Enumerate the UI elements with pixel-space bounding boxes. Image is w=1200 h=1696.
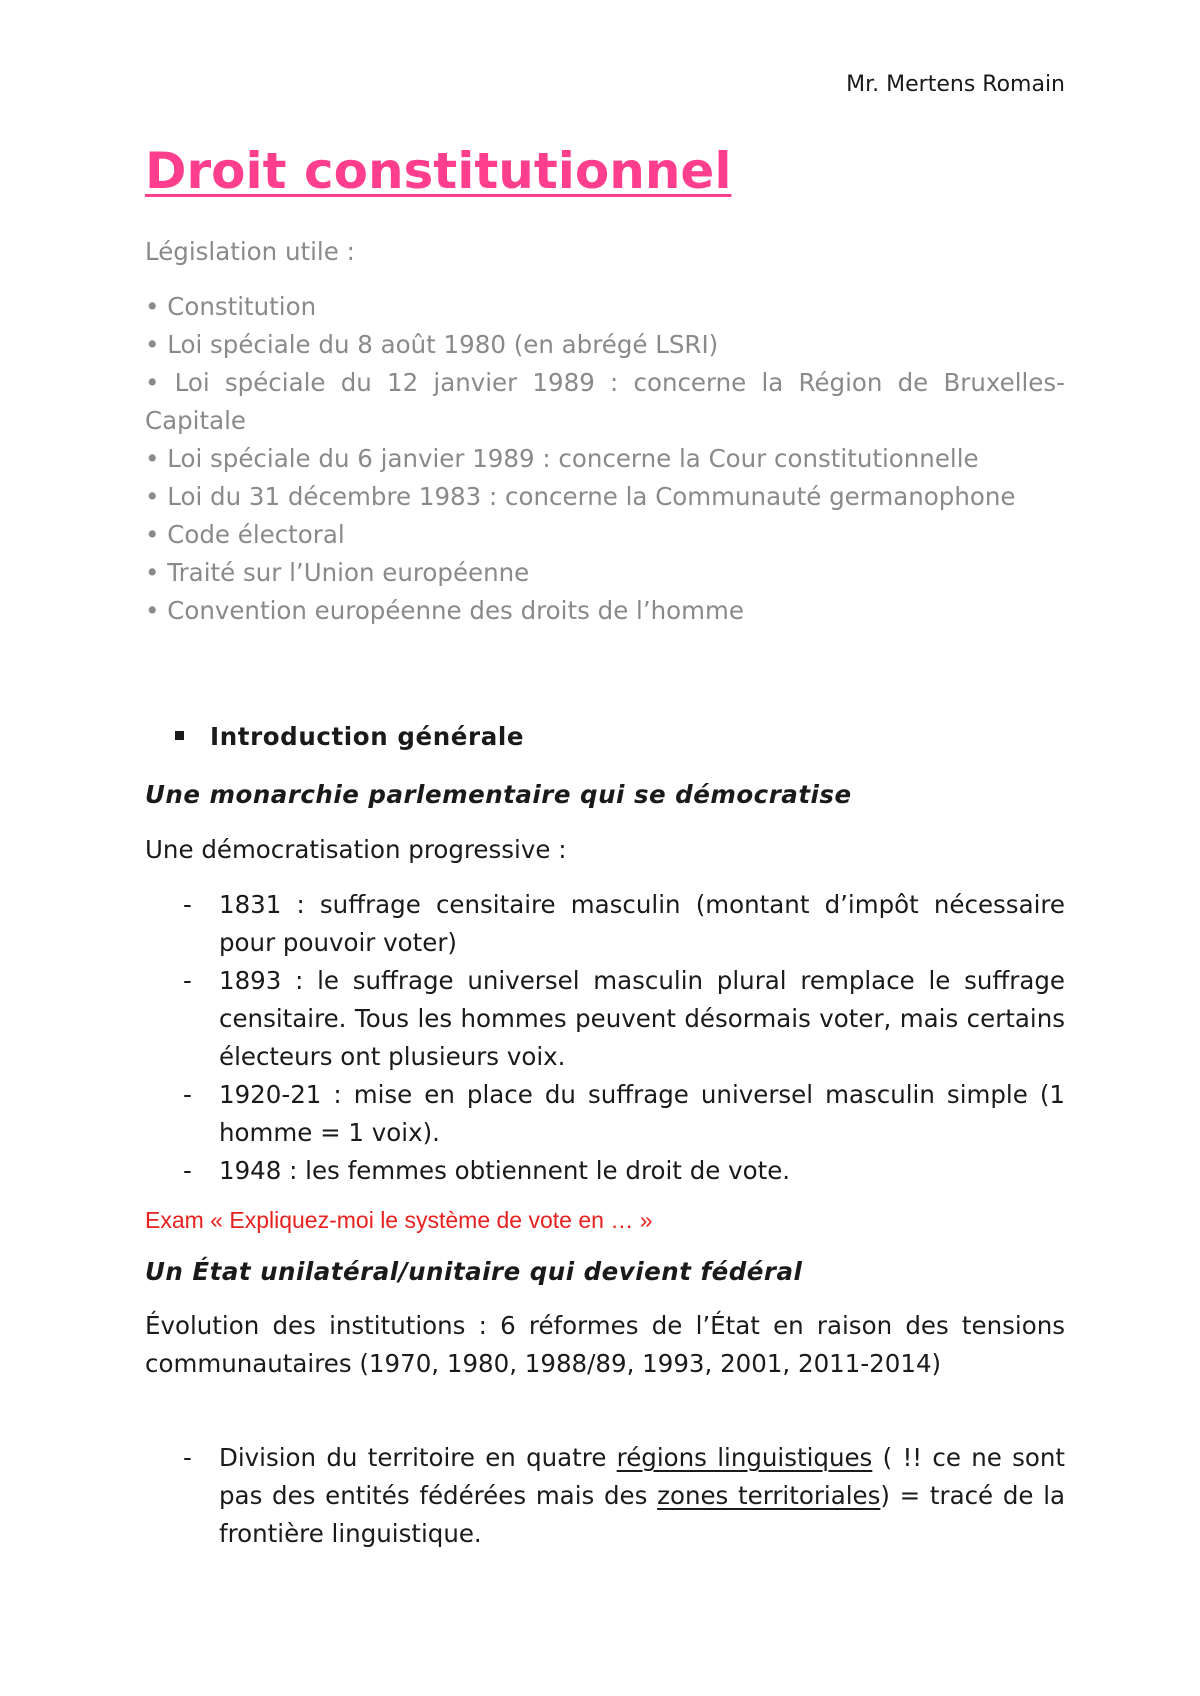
federal-list xyxy=(145,1439,1065,1553)
dash-bullet-icon: - xyxy=(183,1156,192,1185)
list-item xyxy=(145,886,1065,962)
dash-bullet-icon: - xyxy=(183,890,192,919)
legislation-item: • Traité sur l’Union européenne xyxy=(145,558,530,587)
section2-lead: Évolution des institutions : 6 réformes de l’État en raison des tensions communautaires (1970, 1980, 1988/89, 1993, 2001, 2011-2014) xyxy=(145,1311,1065,1378)
list-item xyxy=(145,1439,1065,1553)
dash-bullet-icon: - xyxy=(183,1443,192,1472)
suffrage-list xyxy=(145,886,1065,1190)
section1-heading: Une monarchie parlementaire qui se démocratise xyxy=(145,780,852,809)
list-item xyxy=(145,962,1065,1076)
legislation-item: • Loi spéciale du 8 août 1980 (en abrégé LSRI) xyxy=(145,330,719,359)
dash-bullet-icon: - xyxy=(183,1080,192,1109)
section2-heading: Un État unilatéral/unitaire qui devient fédéral xyxy=(145,1257,803,1286)
intro-heading-text: Introduction générale xyxy=(210,722,525,751)
legislation-item: • Constitution xyxy=(145,292,317,321)
intro-heading xyxy=(175,722,524,751)
section1-lead: Une démocratisation progressive : xyxy=(145,835,567,864)
exam-note: Exam « Expliquez-moi le système de vote en … » xyxy=(145,1207,653,1233)
dash-bullet-icon: - xyxy=(183,966,192,995)
legislation-item: • Loi spéciale du 6 janvier 1989 : concerne la Cour constitutionnelle xyxy=(145,444,979,473)
list-item-text: 1948 : les femmes obtiennent le droit de vote. xyxy=(219,1156,791,1185)
regions-linguistiques-term: régions linguistiques xyxy=(616,1443,873,1472)
legislation-label: Législation utile : xyxy=(145,237,355,266)
legislation-item: • Loi spéciale du 12 janvier 1989 : concerne la Région de Bruxelles-Capitale xyxy=(145,368,1065,435)
author-name: Mr. Mertens Romain xyxy=(846,72,1065,97)
square-bullet-icon xyxy=(175,731,184,740)
zones-territoriales-term: zones territoriales xyxy=(657,1481,881,1510)
list-item-text: 1893 : le suffrage universel masculin plural remplace le suffrage censitaire. Tous les hommes peuvent désormais voter, mais certains électeurs ont plusieurs voix. xyxy=(219,966,1065,1071)
legislation-item: • Code électoral xyxy=(145,520,345,549)
list-item-text: 1831 : suffrage censitaire masculin (montant d’impôt nécessaire pour pouvoir voter) xyxy=(219,890,1065,957)
list-item xyxy=(145,1152,1065,1190)
list-item xyxy=(145,1076,1065,1152)
legislation-item: • Loi du 31 décembre 1983 : concerne la Communauté germanophone xyxy=(145,482,1016,511)
list-item-text: Division du territoire en quatre régions linguistiques ( !! ce ne sont pas des entités fédérées mais des zones territoriales) = tracé de la frontière linguistique. xyxy=(219,1443,1066,1548)
legislation-list xyxy=(145,288,1065,630)
legislation-item: • Convention européenne des droits de l’homme xyxy=(145,596,744,625)
document-title: Droit constitutionnel xyxy=(145,142,732,200)
list-item-text: 1920-21 : mise en place du suffrage universel masculin simple (1 homme = 1 voix). xyxy=(219,1080,1065,1147)
